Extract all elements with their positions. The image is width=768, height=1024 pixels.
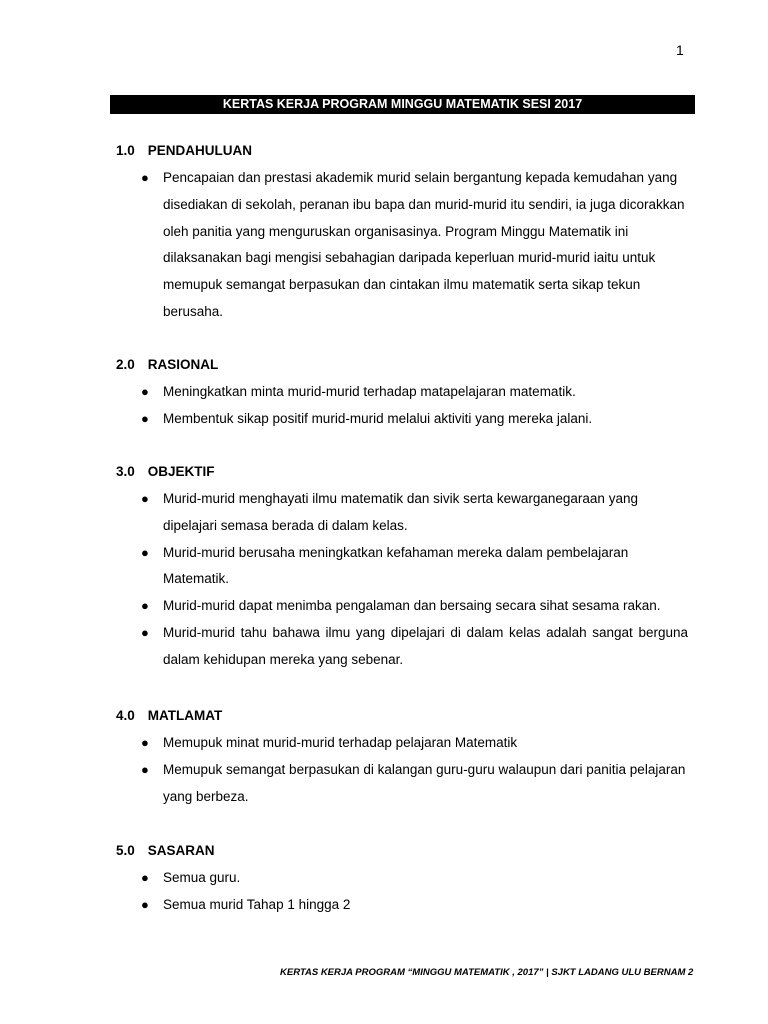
section-number: 1.0 bbox=[116, 143, 135, 158]
list-item bbox=[116, 406, 688, 433]
list-item-text: Memupuk semangat berpasukan di kalangan guru-guru walaupun dari panitia pelajaran yang berbeza. bbox=[163, 761, 686, 804]
document-title: KERTAS KERJA PROGRAM MINGGU MATEMATIK SESI 2017 bbox=[110, 95, 695, 114]
section-heading bbox=[116, 706, 688, 726]
page-footer: KERTAS KERJA PROGRAM “MINGGU MATEMATIK , 2017” | SJKT LADANG ULU BERNAM 2 bbox=[280, 967, 694, 978]
bullet-icon: ● bbox=[141, 384, 149, 399]
list-item-text: Murid-murid berusaha meningkatkan kefahaman mereka dalam pembelajaran Matematik. bbox=[163, 544, 629, 587]
list-item-text: Murid-murid tahu bahawa ilmu yang dipelajari di dalam kelas adalah sangat berguna dalam kehidupan mereka yang sebenar. bbox=[163, 624, 688, 667]
list-item bbox=[116, 757, 688, 811]
section-number: 3.0 bbox=[116, 464, 135, 479]
bullet-list bbox=[116, 865, 688, 919]
bullet-icon: ● bbox=[141, 870, 149, 885]
list-item bbox=[116, 486, 688, 540]
section-number: 4.0 bbox=[116, 708, 135, 723]
bullet-icon: ● bbox=[141, 896, 149, 912]
section-rasional bbox=[116, 355, 688, 433]
bullet-list bbox=[116, 486, 688, 674]
bullet-list bbox=[116, 730, 688, 810]
section-number: 2.0 bbox=[116, 357, 135, 372]
bullet-icon: ● bbox=[141, 761, 149, 777]
bullet-icon: ● bbox=[141, 624, 149, 640]
list-item bbox=[116, 892, 688, 919]
list-item-text: Meningkatkan minta murid-murid terhadap matapelajaran matematik. bbox=[163, 384, 576, 399]
section-title: MATLAMAT bbox=[147, 708, 223, 723]
list-item bbox=[116, 540, 688, 594]
section-pendahuluan bbox=[116, 141, 688, 326]
bullet-list bbox=[116, 165, 688, 326]
list-item bbox=[116, 379, 688, 406]
list-item-text: Murid-murid menghayati ilmu matematik dan sivik serta kewarganegaraan yang dipelajari semasa berada di dalam kelas. bbox=[163, 491, 638, 533]
section-heading bbox=[116, 141, 688, 161]
list-item-text: Semua murid Tahap 1 hingga 2 bbox=[163, 896, 351, 912]
section-title: RASIONAL bbox=[147, 357, 219, 372]
list-item bbox=[116, 730, 688, 757]
section-objektif bbox=[116, 462, 688, 674]
bullet-icon: ● bbox=[141, 735, 149, 750]
section-heading bbox=[116, 841, 688, 861]
bullet-icon: ● bbox=[141, 598, 149, 614]
section-heading bbox=[116, 462, 688, 482]
bullet-icon: ● bbox=[141, 544, 149, 560]
list-item bbox=[116, 620, 688, 674]
list-item bbox=[116, 865, 688, 892]
list-item-text: Murid-murid dapat menimba pengalaman dan bersaing secara sihat sesama rakan. bbox=[163, 598, 661, 614]
list-item-text: Memupuk minat murid-murid terhadap pelajaran Matematik bbox=[163, 735, 518, 750]
list-item bbox=[116, 165, 688, 326]
section-title: PENDAHULUAN bbox=[147, 143, 253, 158]
section-matlamat bbox=[116, 706, 688, 810]
section-number: 5.0 bbox=[116, 843, 135, 858]
bullet-icon: ● bbox=[141, 170, 149, 185]
section-title: SASARAN bbox=[147, 843, 215, 858]
bullet-icon: ● bbox=[141, 491, 149, 506]
section-title: OBJEKTIF bbox=[147, 464, 215, 479]
bullet-icon: ● bbox=[141, 410, 149, 426]
bullet-list bbox=[116, 379, 688, 433]
list-item-text: Semua guru. bbox=[163, 870, 241, 885]
page-number: 1 bbox=[676, 42, 684, 58]
list-item-text: Pencapaian dan prestasi akademik murid selain bergantung kepada kemudahan yang disediakan di sekolah, peranan ibu bapa dan murid-murid itu sendiri, ia juga dicorakkan oleh panitia yang menguruskan organisasinya. Program Minggu Matematik ini dilaksanakan bagi mengisi sebahagian daripada keperluan murid-murid iaitu untuk memupuk semangat berpasukan dan cintakan ilmu matematik serta sikap tekun berusaha. bbox=[163, 170, 685, 319]
section-heading bbox=[116, 355, 688, 375]
list-item bbox=[116, 593, 688, 620]
section-sasaran bbox=[116, 841, 688, 919]
list-item-text: Membentuk sikap positif murid-murid melalui aktiviti yang mereka jalani. bbox=[163, 410, 593, 426]
